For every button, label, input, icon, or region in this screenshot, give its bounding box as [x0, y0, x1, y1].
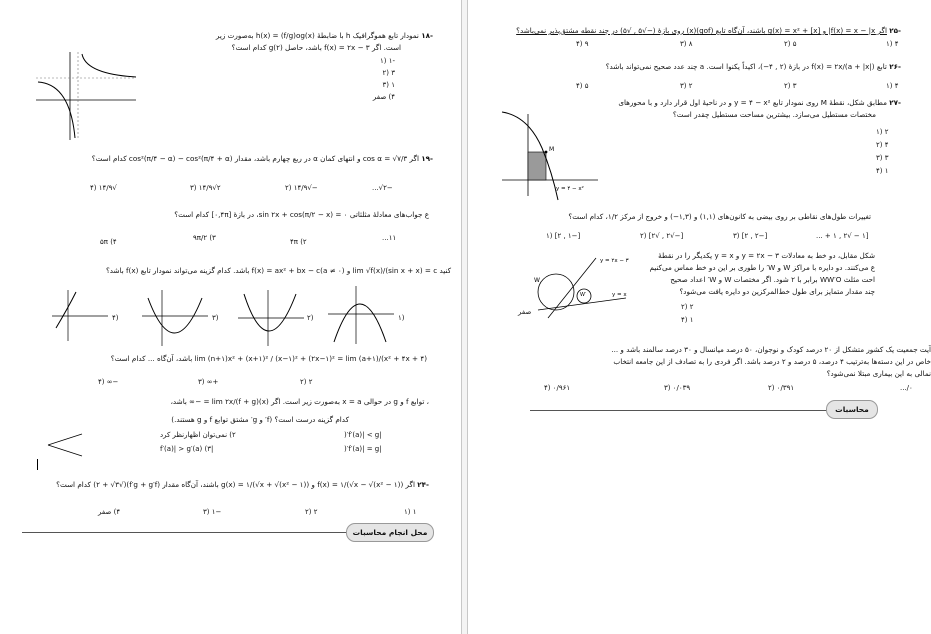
q26-option-3[interactable]: ۲ (۳ — [680, 82, 693, 90]
q29-line3: احت مثلث WW′O برابر با ۲ شود. اگر مختصات W و W′ اعداد صحیح — [670, 275, 875, 284]
q20-option-1[interactable]: ۱۱... — [382, 234, 397, 242]
q30-line3: نمالی به این بیماری مبتلا نمی‌شود؟ — [826, 369, 931, 378]
margin-mark — [37, 459, 38, 470]
q19-option-4[interactable]: √۱۴/۹ (۴ — [90, 184, 117, 192]
q19-line — [92, 154, 433, 164]
q22-line: lim (n+۱)x² + (x+۱)² / (x−۱)² + (۲x−۱)² = lim (a+۱)/(x² + ۴x + ۴) باشد، آن‌گاه ... کدام است؟ — [110, 354, 427, 363]
q21-option-2[interactable]: (۲ — [307, 314, 314, 322]
q22-option-2[interactable]: ۲ (۲ — [300, 378, 313, 386]
q23-option-4[interactable]: |f′(a)| > g′(a) (۳ — [160, 445, 214, 453]
q18-option-1[interactable]: -۱ (۱ — [379, 57, 395, 65]
q18-number: -۱۸ — [421, 31, 433, 40]
q30-option-3[interactable]: ۰/۰۳۹ (۳ — [664, 384, 691, 392]
q29-line2: ع می‌کنند. دو دایره با مراکز W و W′ را طوری بر این دو خط مماس می‌کنیم — [649, 263, 875, 272]
q27-number: -۲۷ — [889, 98, 901, 107]
q23-line2: کدام گزینه درست است؟ (f′ و g′ مشتق توابع f و g هستند.) — [171, 415, 349, 424]
right-page — [468, 0, 931, 634]
q23-option-3[interactable]: |f′(a)| = g′( — [344, 445, 382, 453]
q23-option-1[interactable]: |f′(a)| < g′( — [344, 431, 382, 439]
q23-option-2[interactable]: ۲) نمی‌توان اظهارنظر کرد — [160, 431, 236, 439]
q26-option-1[interactable]: ۴ (۱ — [886, 82, 899, 90]
q18-option-2[interactable]: ۳ (۲ — [382, 69, 395, 77]
left-footer-rule — [22, 532, 352, 533]
q19-option-3[interactable]: ۲√۱۴/۹ (۳ — [190, 184, 221, 192]
q30-line1: آیت جمعیت یک کشور متشکل از ۲۰ درصد کودک و نوجوان، ۵۰ درصد میانسال و ۳۰ درصد سالمند باشد و ... — [611, 345, 931, 354]
q29-line1: شکل مقابل، دو خط به معادلات y = ۲x − ۳ و y = x یکدیگر را در نقطهٔ — [658, 251, 875, 260]
w-label: W — [534, 277, 540, 284]
q25-option-2[interactable]: ۵ (۲ — [784, 40, 797, 48]
q25-option-3[interactable]: ۸ (۳ — [680, 40, 693, 48]
q27-text1: مطابق شکل، نقطهٔ M روی نمودار تابع y = ۴ − x² و در ناحیهٔ اول قرار دارد و با محورهای — [618, 98, 887, 107]
q21-line: کنید lim √f(x)/(sin x + x) = c و (a ≠ ۰)f(x) = ax² + bx − c باشد. کدام گزینه می‌تواند نمودار تابع f(x) باشد؟ — [105, 266, 451, 275]
q26-text: تابع f(x) = ۲x/(a + |x|) در بازهٔ (۲ , ۴−)، اکیداً یکنوا است. a چند عدد صحیح نمی‌تواند باشد؟ — [605, 62, 887, 71]
q24-text: اگر f(x) = ۱/(√x − √(x² − ۱)) و g(x) = ۱/(√x + √(x² − ۱)) باشند، آن‌گاه مقدار (f′g + g′f)(√۲ + √۳) کدام است؟ — [56, 480, 415, 489]
q19-number: -۱۹ — [421, 154, 433, 163]
q27-option-3[interactable]: ۳ (۳ — [876, 154, 889, 162]
q27-parabola-graph — [498, 108, 608, 203]
q21-option-1[interactable]: (۱ — [398, 314, 405, 322]
q30-option-1[interactable]: ۰/... — [900, 384, 913, 392]
q21-graph-option-1 — [326, 284, 396, 346]
q30-line2: خاص در این دسته‌ها به‌ترتیب ۴ درصد، ۵ درصد و ۲ درصد باشد. اگر فردی را به تصادف از این جامعه انتخاب — [613, 357, 931, 366]
line-y-x — [538, 298, 626, 310]
line2-label: y = x — [612, 292, 627, 298]
q20-option-4[interactable]: ۵π (۴ — [100, 238, 117, 246]
line-y-2x-3 — [548, 258, 596, 318]
q29-circles-graph — [530, 252, 640, 324]
q24-option-4[interactable]: ۴) صفر — [98, 508, 121, 516]
q26-option-4[interactable]: ۵ (۴ — [576, 82, 589, 90]
q21-option-3[interactable]: (۳ — [212, 314, 219, 322]
q21-graph-option-2 — [236, 288, 306, 348]
q23-tangent-lines-graph — [44, 432, 84, 458]
q27-line2: مختصات مستطیل می‌سازد. بیشترین مساحت مستطیل چقدر است؟ — [672, 110, 876, 119]
q24-option-2[interactable]: ۲ (۲ — [305, 508, 318, 516]
q25-number: -۲۵ — [889, 26, 901, 35]
q26-option-2[interactable]: ۳ (۲ — [784, 82, 797, 90]
q24-line — [56, 480, 429, 490]
q18-text1: نمودار تابع هموگرافیک h با ضابطهٔ h(x) = (f/g)og(x) به‌صورت زیر — [215, 31, 419, 40]
q25-line — [516, 26, 901, 36]
q29-line4: چند مقدار متمایز برای طول خط‌المرکزین دو دایره یافت می‌شود؟ — [679, 287, 875, 296]
q29-option-4[interactable]: ۱ (۴ — [681, 316, 694, 324]
q25-text: اگر f(x) = x − |x| و g(x) = x² + [x] باشند، آن‌گاه تابع (gof)(x) روی بازهٔ (−√۵ , √۵) در چند نقطه مشتق‌پذیر نمی‌باشد؟ — [516, 26, 887, 35]
q20-line: ع جواب‌های معادلهٔ مثلثاتی ۰ = sin ۲x + cos(π/۲ − x)، در بازهٔ [۰,۴π] کدام است؟ — [174, 210, 429, 219]
q30-option-2[interactable]: ۰/۳۹۱ (۲ — [768, 384, 795, 392]
hyperbola-branch-right — [82, 54, 136, 77]
right-footer-label: محاسبات — [826, 400, 878, 419]
q22-option-4[interactable]: −∞ (۴ — [98, 378, 119, 386]
q28-option-4[interactable]: [۱ − √۲ , ۱ + ... — [816, 232, 869, 240]
q21-graph-option-4 — [50, 288, 110, 343]
left-footer-label: محل انجام محاسبات — [346, 523, 434, 542]
q19-text: اگر cos α = √۷/۳ و انتهای کمان α در ربع چهارم باشد، مقدار cos²(π/۴ − α) − cos²(π/۴ + α) کدام است؟ — [91, 154, 419, 163]
q24-option-1[interactable]: ۱ (۱ — [404, 508, 417, 516]
shaded-rectangle — [528, 152, 546, 180]
w-prime-label: W′ — [580, 292, 587, 298]
q19-option-1[interactable]: −۲√... — [372, 184, 393, 192]
right-footer-rule — [530, 410, 830, 411]
q21-graph-option-3 — [140, 288, 210, 348]
q26-number: -۲۶ — [889, 62, 901, 71]
q20-option-2[interactable]: ۴π (۲ — [290, 238, 307, 246]
q18-line1 — [216, 31, 433, 41]
q28-option-2[interactable]: [−√۲ , √۲] (۲ — [640, 232, 684, 240]
q18-line2: است. اگر f(x) = ۲x − ۳ باشد، حاصل g(۲) کدام است؟ — [231, 43, 401, 52]
q18-hyperbola-graph — [30, 48, 140, 143]
q28-line: تغییرات طول‌های نقاطی بر روی بیضی به کانون‌های (۱,۱) و (۱,۳−) و خروج از مرکز ۱/۲، کدام است؟ — [568, 212, 871, 221]
q27-line1 — [618, 98, 901, 108]
left-page — [0, 0, 461, 634]
q21-option-4[interactable]: (۴ — [112, 314, 119, 322]
parabola-label: y = ۴ − x² — [556, 186, 584, 192]
q18-option-3[interactable]: ۱ (۳ — [382, 81, 395, 89]
q27-option-4[interactable]: ۱ (۴ — [876, 167, 889, 175]
q18-option-4[interactable]: ۴) صفر — [372, 93, 395, 101]
q20-option-3[interactable]: ۹π/۲ (۳ — [193, 234, 216, 242]
page-gutter — [461, 0, 468, 634]
q25-option-1[interactable]: ۴ (۱ — [886, 40, 899, 48]
q24-option-3[interactable]: −۱ (۳ — [203, 508, 222, 516]
q19-option-2[interactable]: −√۱۴/۹ (۲ — [285, 184, 318, 192]
q29-partial-word: صفر — [518, 308, 532, 316]
point-m-label: M — [549, 146, 555, 153]
line1-label: y = ۲x − ۳ — [600, 258, 629, 264]
q24-number: -۲۴ — [417, 480, 429, 489]
q23-line1: ، توابع f و g در حوالی x = a به‌صورت زیر است. اگر lim ۲x/(f + g)(x) = −∞ باشد، — [170, 397, 429, 406]
q22-option-3[interactable]: +∞ (۳ — [198, 378, 219, 386]
point-m — [545, 151, 548, 154]
q28-option-3[interactable]: [−۲ , ۲] (۳ — [733, 232, 768, 240]
q25-option-4[interactable]: ۹ (۴ — [576, 40, 589, 48]
q26-line — [606, 62, 901, 72]
q29-option-2[interactable]: ۲ (۲ — [681, 303, 694, 311]
q28-option-1[interactable]: [−۱ , ۲] (۱ — [546, 232, 581, 240]
hyperbola-branch-left — [38, 82, 75, 138]
q27-option-1[interactable]: ۲ (۱ — [876, 128, 889, 136]
q30-option-4[interactable]: ۰/۹۶۱ (۴ — [544, 384, 571, 392]
q27-option-2[interactable]: ۴ (۲ — [876, 141, 889, 149]
